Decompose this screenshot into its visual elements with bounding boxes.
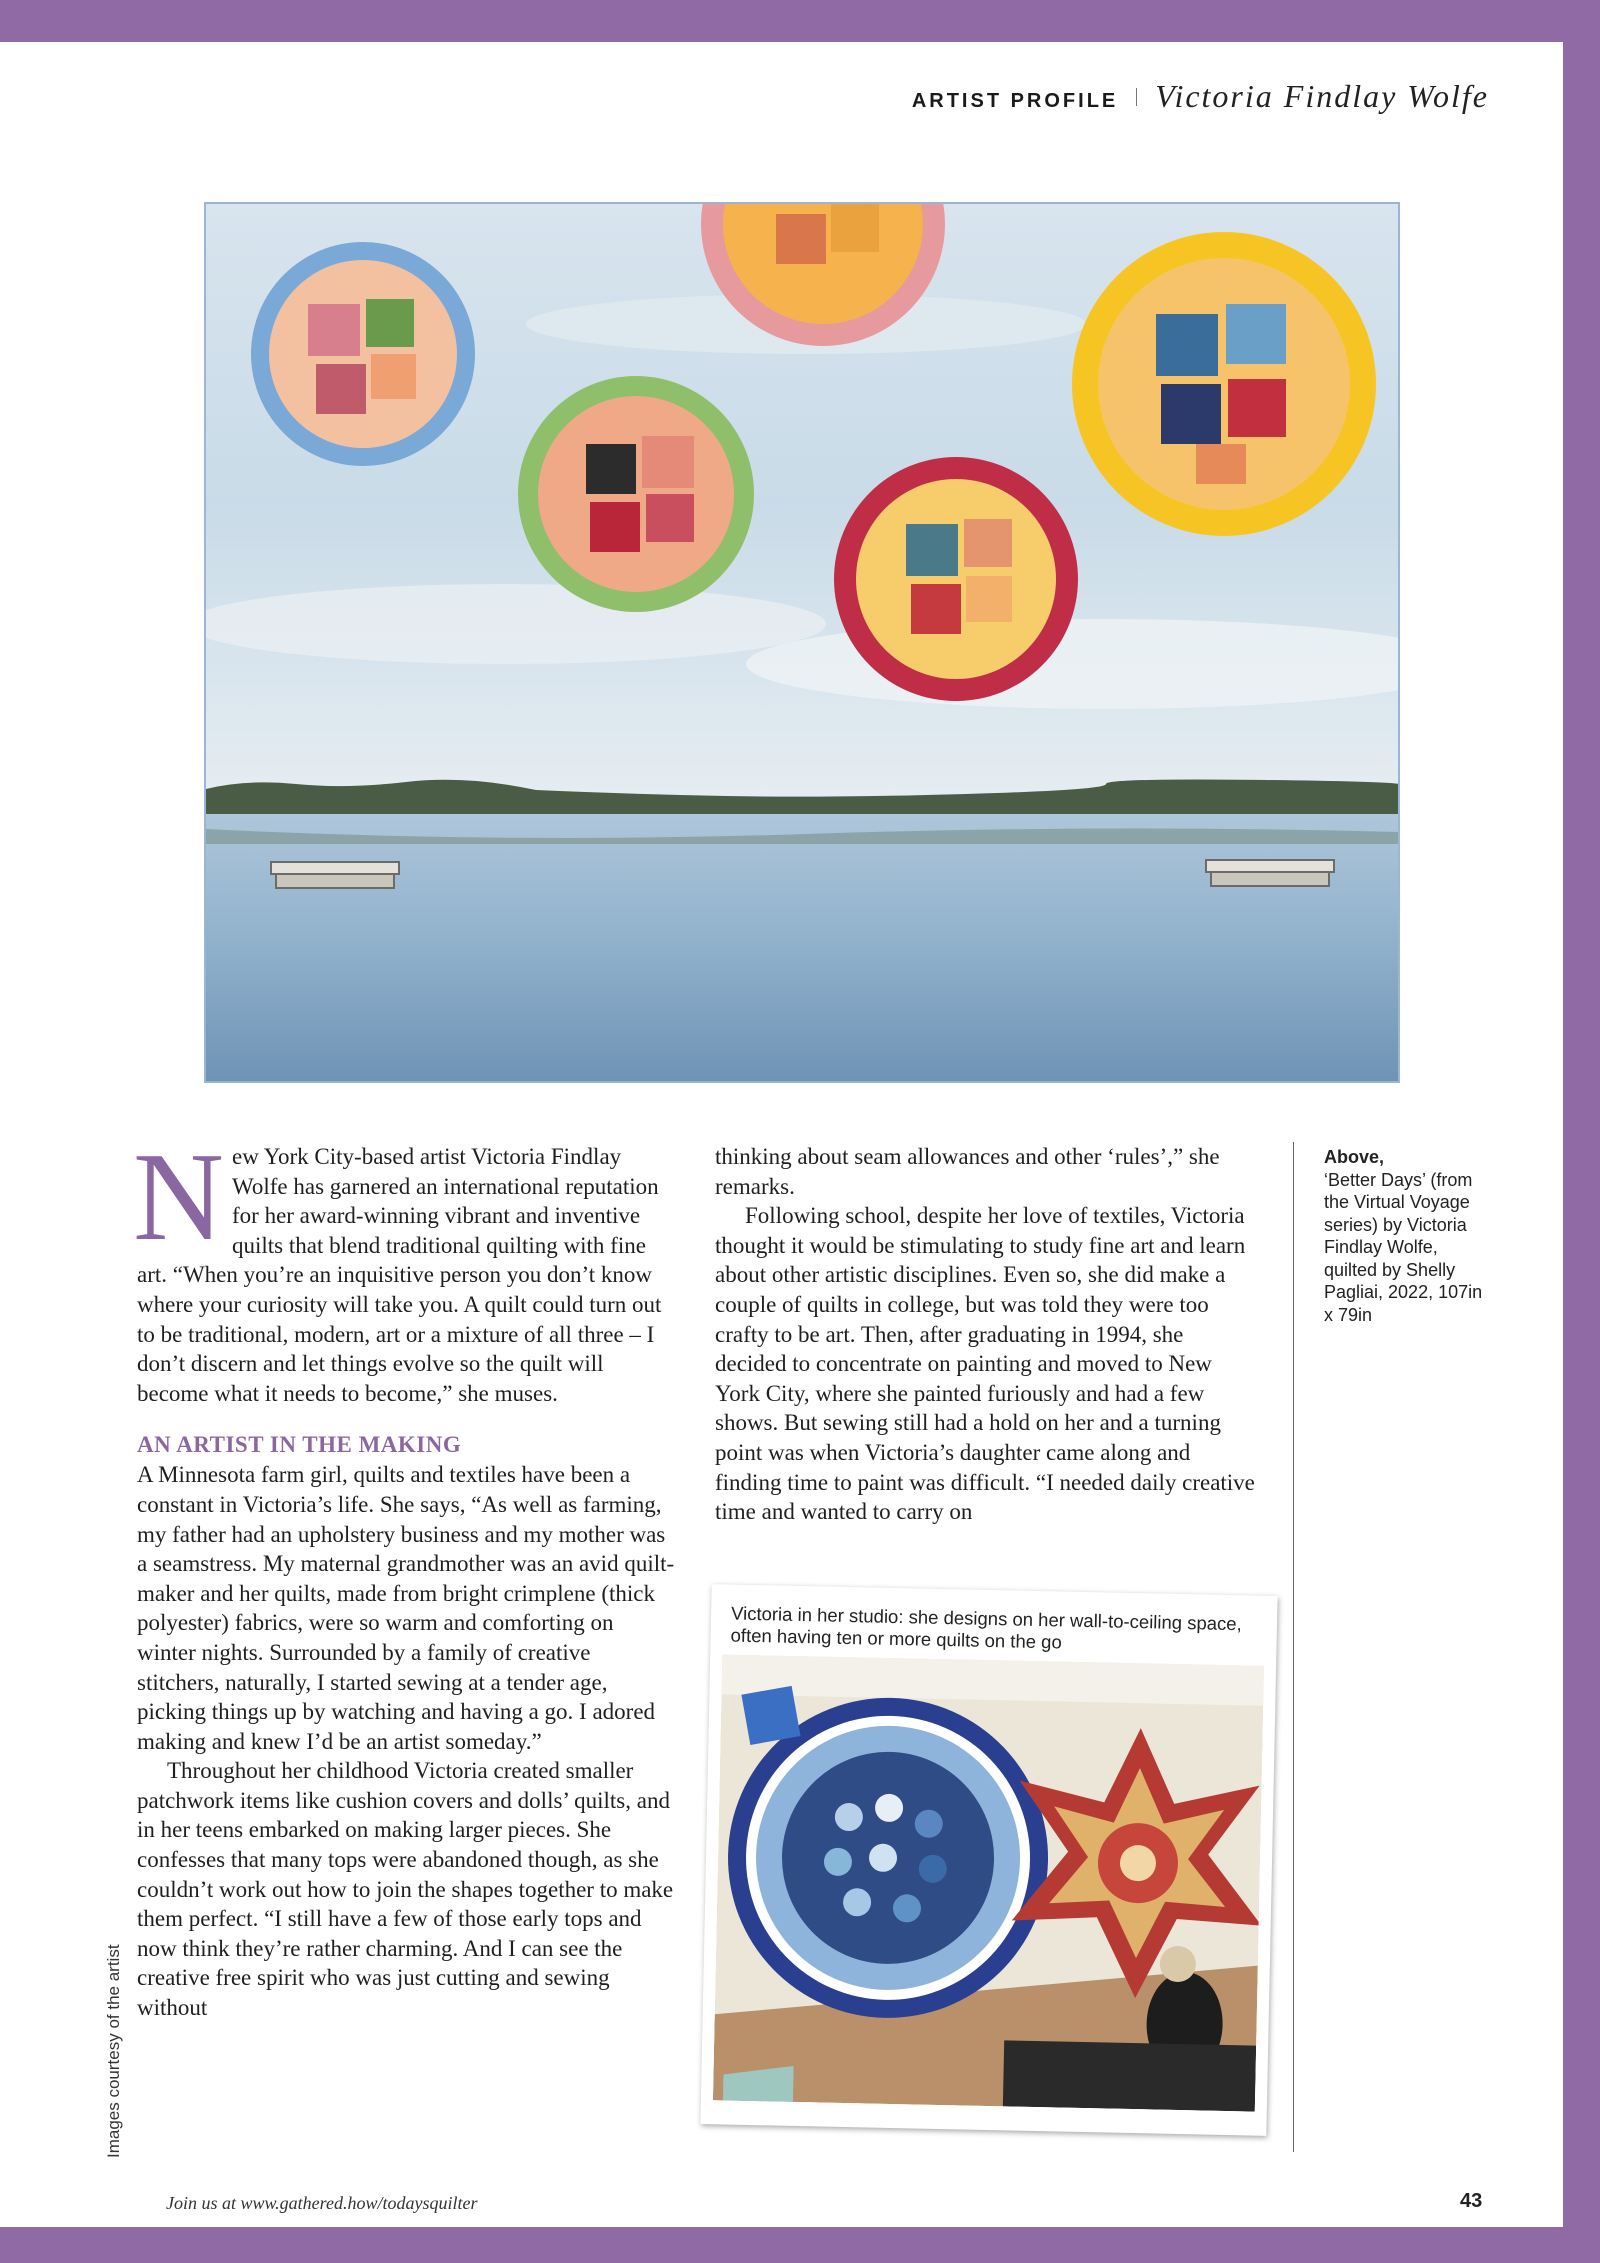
- article-column-left: [133, 1128, 677, 2023]
- studio-photo: [713, 1654, 1264, 2111]
- page-number: 43: [1460, 2190, 1483, 2212]
- studio-photo-card: [700, 1584, 1277, 2136]
- subheading: AN ARTIST IN THE MAKING: [137, 1432, 462, 1458]
- magazine-page: [0, 42, 1563, 2227]
- caption-label: Above,: [1324, 1147, 1385, 1167]
- body-paragraph-3: thinking about seam allowances and other ‘rules’,” she remarks.: [715, 1144, 1220, 1199]
- header-divider: [1136, 88, 1137, 106]
- drop-cap: N: [133, 1128, 224, 1267]
- body-paragraph-2: Throughout her childhood Victoria created smaller patchwork items like cushion covers and dolls’ quilts, and in her teens embarked on making larger pieces. She confesses that many tops were abandoned though, as she couldn’t work out how to join the shapes together to make them perfect. “I still have a few of those early tops and now think they’re rather charming. And I can see the creative free spirit who was just cutting and sewing without: [137, 1758, 674, 2021]
- section-label: ARTIST PROFILE: [911, 90, 1119, 112]
- page-header: [912, 78, 1489, 115]
- intro-paragraph: [133, 1128, 677, 1408]
- article-column-middle: [715, 1142, 1255, 1527]
- body-paragraph-4: Following school, despite her love of textiles, Victoria thought it would be stimulating to study fine art and learn about other artistic disciplines. Even so, she did make a couple of quilts in college, but was told they were too crafty to be art. Then, after graduating in 1994, she decided to concentrate on painting and moved to New York City, where she painted furiously and had a few shows. But sewing still had a hold on her and a turning point was when Victoria’s daughter came along and finding time to paint was difficult. “I needed daily creative time and wanted to carry on: [715, 1203, 1255, 1525]
- artist-name-header: Victoria Findlay Wolfe: [1155, 78, 1489, 114]
- caption-text: ‘Better Days’ (from the Virtual Voyage series) by Victoria Findlay Wolfe, quilted by Shelly Pagliai, 2022, 107in x 79in: [1324, 1169, 1483, 1325]
- quilt-photo-better-days: [204, 202, 1400, 1083]
- side-caption: [1324, 1146, 1484, 1326]
- image-credit: Images courtesy of the artist: [104, 1944, 123, 2158]
- column-rule: [1293, 1142, 1294, 2152]
- footer-url[interactable]: Join us at www.gathered.how/todaysquilter: [166, 2193, 478, 2213]
- studio-photo-caption: Victoria in her studio: she designs on her wall-to-ceiling space, often having ten or more quilts on the go: [730, 1602, 1242, 1653]
- body-paragraph-1: A Minnesota farm girl, quilts and textiles have been a constant in Victoria’s life. She says, “As well as farming, my father had an upholstery business and my mother was a seamstress. My maternal grandmother was an avid quilt-maker and her quilts, made from bright crimplene (thick polyester) fabrics, were so warm and comforting on winter nights. Surrounded by a family of creative stitchers, naturally, I started sewing at a tender age, picking things up by watching and having a go. I adored making and knew I’d be an artist someday.”: [137, 1462, 675, 1754]
- intro-text: ew York City-based artist Victoria Findlay Wolfe has garnered an international reputation for her award-winning vibrant and inventive quilts that blend traditional quilting with fine art. “When you’re an inquisitive person you don’t know where your curiosity will take you. A quilt could turn out to be traditional, modern, art or a mixture of all three – I don’t discern and let things evolve so the quilt will become what it needs to become,” she muses.: [137, 1144, 662, 1406]
